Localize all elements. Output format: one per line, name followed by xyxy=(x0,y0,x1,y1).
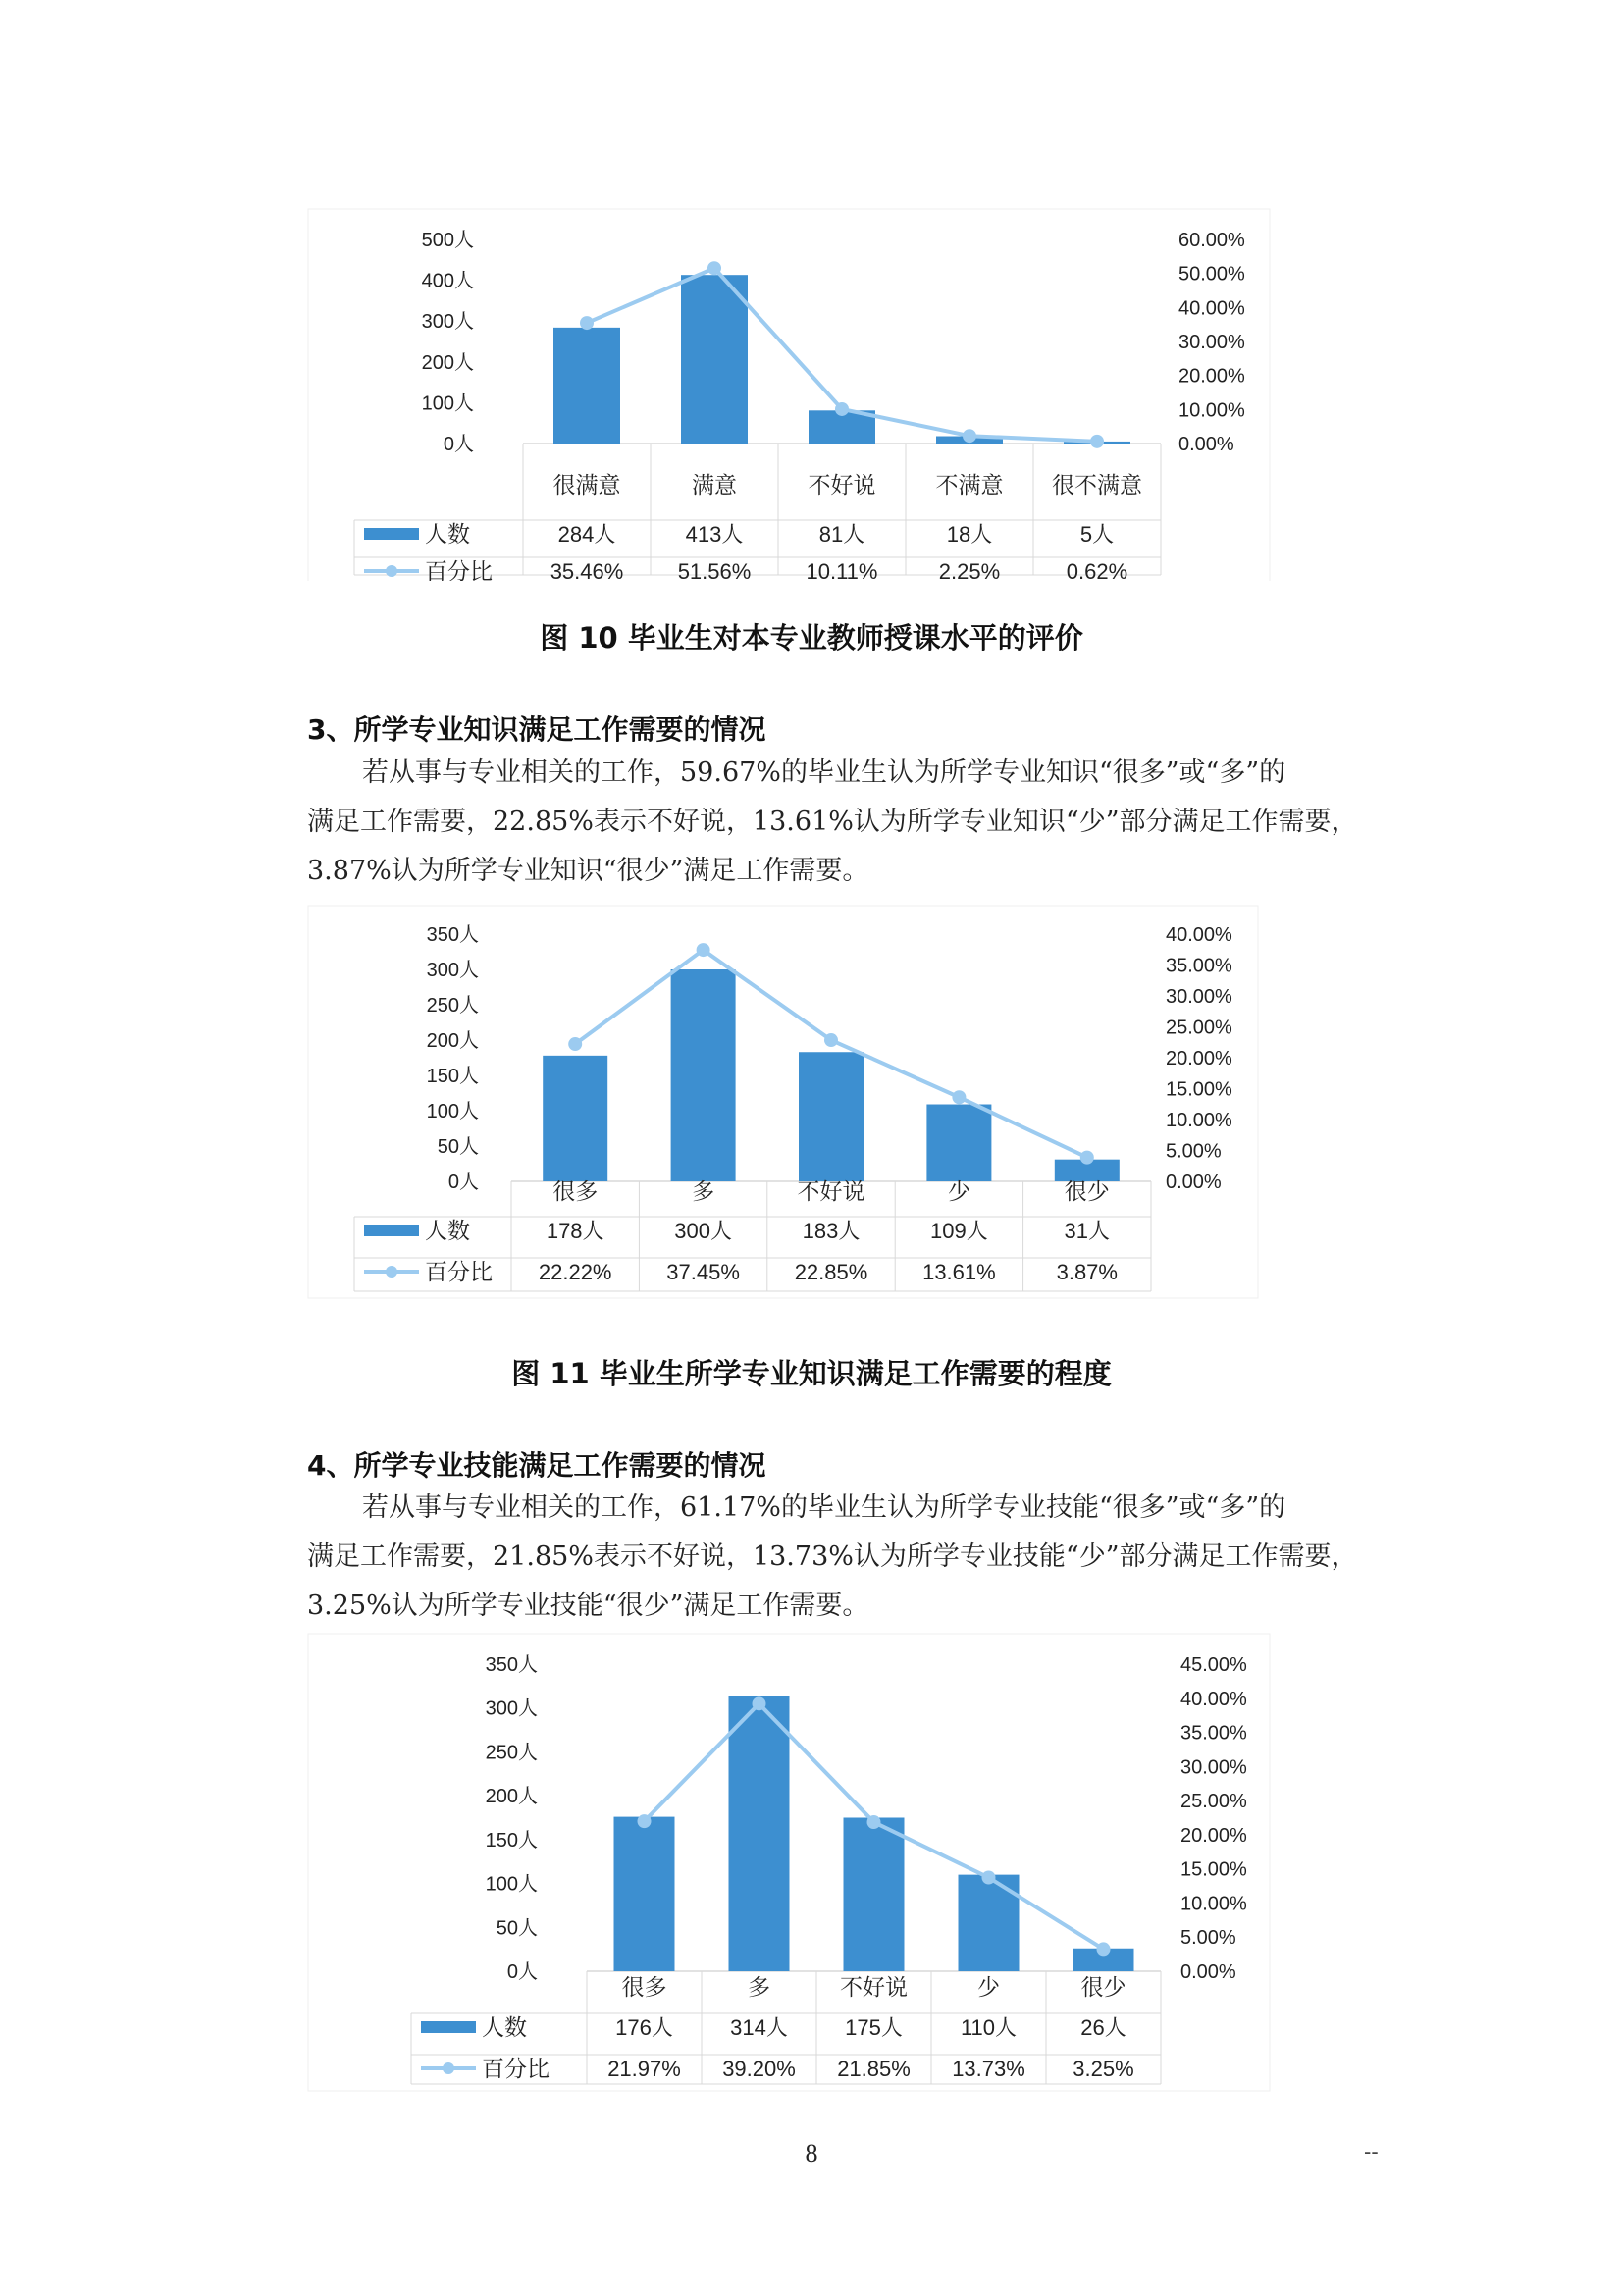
legend-count-label: 人数 xyxy=(425,1218,470,1243)
left-axis-tick-label: 50人 xyxy=(496,1917,538,1940)
category-label: 很少 xyxy=(1064,1178,1110,1204)
percent-data-label: 3.87% xyxy=(1056,1260,1118,1284)
right-axis-tick-label: 35.00% xyxy=(1166,955,1232,977)
paragraph-line: 3.87%认为所学专业知识“很少”满足工作需要。 xyxy=(307,856,869,886)
right-axis-tick-label: 25.00% xyxy=(1166,1017,1232,1039)
percentage-point-少 xyxy=(952,1090,966,1104)
bar-很多 xyxy=(614,1817,675,1971)
right-axis-tick-label: 0.00% xyxy=(1180,1961,1236,1983)
percent-data-label: 3.25% xyxy=(1073,2057,1134,2081)
left-axis-tick-label: 500人 xyxy=(421,230,474,251)
left-axis-tick-label: 100人 xyxy=(426,1101,479,1122)
bar-多 xyxy=(729,1696,790,1971)
section-3-heading: 3、所学专业知识满足工作需要的情况 xyxy=(307,713,766,746)
left-axis-tick-label: 300人 xyxy=(421,311,474,334)
right-axis-tick-label: 20.00% xyxy=(1178,365,1245,388)
percent-data-label: 35.46% xyxy=(550,559,624,581)
right-axis-tick-label: 35.00% xyxy=(1180,1722,1247,1745)
percentage-point-很少 xyxy=(1080,1151,1094,1165)
category-label: 少 xyxy=(947,1178,970,1204)
count-data-label: 413人 xyxy=(685,522,744,547)
paragraph-line: 3.25%认为所学专业技能“很少”满足工作需要。 xyxy=(307,1591,869,1621)
count-data-label: 183人 xyxy=(802,1219,861,1243)
percent-data-label: 21.85% xyxy=(837,2057,911,2081)
left-axis-tick-label: 100人 xyxy=(421,392,474,415)
count-data-label: 175人 xyxy=(845,2015,903,2040)
count-data-label: 109人 xyxy=(930,1219,988,1243)
left-axis-tick-label: 0人 xyxy=(506,1961,538,1983)
left-axis-tick-label: 150人 xyxy=(426,1066,479,1087)
category-label: 多 xyxy=(748,1974,770,2000)
right-axis-tick-label: 15.00% xyxy=(1166,1078,1232,1101)
count-data-label: 176人 xyxy=(615,2015,673,2040)
chart-teaching-evaluation-svg xyxy=(307,208,1271,581)
category-label: 不好说 xyxy=(797,1178,865,1204)
count-data-label: 26人 xyxy=(1080,2015,1126,2040)
right-axis-tick-label: 60.00% xyxy=(1178,230,1245,251)
percent-data-label: 51.56% xyxy=(677,559,752,581)
percent-data-label: 37.45% xyxy=(666,1260,740,1284)
legend-count-label: 人数 xyxy=(482,2014,527,2040)
legend-percent-label: 百分比 xyxy=(425,558,493,581)
right-axis-tick-label: 30.00% xyxy=(1166,986,1232,1008)
category-label: 很不满意 xyxy=(1052,472,1142,497)
category-label: 多 xyxy=(692,1178,715,1204)
left-axis-tick-label: 350人 xyxy=(485,1654,538,1676)
percentage-point-满意 xyxy=(707,261,721,275)
percent-data-label: 22.22% xyxy=(538,1260,612,1284)
count-data-label: 110人 xyxy=(960,2015,1018,2040)
percent-data-label: 22.85% xyxy=(794,1260,868,1284)
percent-data-label: 13.61% xyxy=(922,1260,996,1284)
right-axis-tick-label: 20.00% xyxy=(1166,1048,1232,1070)
percent-data-label: 13.73% xyxy=(952,2057,1025,2081)
bar-多 xyxy=(671,969,736,1181)
right-axis-tick-label: 15.00% xyxy=(1180,1858,1247,1881)
chart-knowledge-satisfaction xyxy=(307,905,1259,1313)
percentage-point-很少 xyxy=(1097,1942,1111,1956)
count-data-label: 300人 xyxy=(674,1219,732,1243)
section-3-paragraph xyxy=(307,749,1377,896)
legend-line-marker xyxy=(443,2062,454,2074)
left-axis-tick-label: 50人 xyxy=(437,1136,479,1158)
bar-很满意 xyxy=(553,328,620,444)
bar-少 xyxy=(926,1105,991,1181)
right-axis-tick-label: 40.00% xyxy=(1166,924,1232,946)
figure-11-caption: 图 11 毕业生所学专业知识满足工作需要的程度 xyxy=(511,1357,1112,1390)
right-axis-tick-label: 20.00% xyxy=(1180,1824,1247,1847)
percentage-point-很满意 xyxy=(580,316,594,330)
chart-skill-satisfaction xyxy=(307,1633,1271,2100)
paragraph-line: 若从事与专业相关的工作，59.67%的毕业生认为所学专业知识“很多”或“多”的 xyxy=(362,757,1286,788)
paragraph-line: 满足工作需要，21.85%表示不好说，13.73%认为所学专业技能“少”部分满足工作需要， xyxy=(307,1541,1358,1572)
paragraph-line: 若从事与专业相关的工作，61.17%的毕业生认为所学专业技能“很多”或“多”的 xyxy=(362,1492,1286,1523)
right-axis-tick-label: 10.00% xyxy=(1166,1110,1232,1131)
count-data-label: 81人 xyxy=(818,522,865,547)
chart-knowledge-satisfaction-svg xyxy=(307,905,1259,1313)
category-label: 不好说 xyxy=(808,472,876,497)
percent-data-label: 10.11% xyxy=(806,559,878,581)
right-axis-tick-label: 0.00% xyxy=(1166,1172,1222,1193)
count-data-label: 5人 xyxy=(1079,522,1115,547)
right-axis-tick-label: 45.00% xyxy=(1180,1654,1247,1676)
legend-percent-label: 百分比 xyxy=(425,1259,493,1284)
count-data-label: 31人 xyxy=(1064,1219,1111,1243)
bar-不好说 xyxy=(844,1818,905,1972)
percent-data-label: 2.25% xyxy=(938,559,1001,581)
percentage-point-很多 xyxy=(638,1814,652,1828)
right-axis-tick-label: 5.00% xyxy=(1180,1927,1236,1950)
left-axis-tick-label: 100人 xyxy=(485,1873,538,1896)
left-axis-tick-label: 250人 xyxy=(426,995,479,1017)
bar-不好说 xyxy=(799,1052,864,1181)
right-axis-tick-label: 50.00% xyxy=(1178,263,1245,286)
section-4-heading: 4、所学专业技能满足工作需要的情况 xyxy=(307,1449,766,1482)
page-number: 8 xyxy=(805,2139,818,2167)
left-axis-tick-label: 300人 xyxy=(485,1697,538,1720)
right-axis-tick-label: 10.00% xyxy=(1178,399,1245,422)
count-data-label: 314人 xyxy=(730,2015,788,2040)
count-data-label: 178人 xyxy=(546,1219,604,1243)
category-label: 很少 xyxy=(1080,1974,1126,2000)
right-axis-tick-label: 10.00% xyxy=(1180,1893,1247,1915)
category-label: 满意 xyxy=(692,472,737,497)
right-axis-tick-label: 5.00% xyxy=(1166,1140,1222,1163)
percentage-point-多 xyxy=(753,1696,766,1710)
figure-10-caption: 图 10 毕业生对本专业教师授课水平的评价 xyxy=(540,621,1083,654)
left-axis-tick-label: 250人 xyxy=(485,1742,538,1764)
legend-count-label: 人数 xyxy=(425,521,470,547)
percentage-point-不好说 xyxy=(867,1815,881,1829)
right-axis-tick-label: 0.00% xyxy=(1178,434,1234,455)
legend-line-marker xyxy=(386,565,397,577)
category-label: 少 xyxy=(977,1974,1000,2000)
legend-bar-key xyxy=(421,2021,476,2033)
category-label: 不好说 xyxy=(840,1974,908,2000)
right-axis-tick-label: 25.00% xyxy=(1180,1791,1247,1813)
category-label: 很多 xyxy=(552,1178,599,1204)
bar-满意 xyxy=(681,275,748,444)
left-axis-tick-label: 350人 xyxy=(426,924,479,946)
percent-data-label: 0.62% xyxy=(1066,559,1128,581)
percentage-point-不好说 xyxy=(824,1033,838,1047)
legend-bar-key xyxy=(364,1225,419,1236)
left-axis-tick-label: 0人 xyxy=(447,1172,479,1193)
legend-bar-key xyxy=(364,528,419,540)
legend-line-marker xyxy=(386,1266,397,1278)
right-axis-tick-label: 30.00% xyxy=(1180,1756,1247,1779)
bar-很多 xyxy=(543,1056,607,1181)
right-axis-tick-label: 30.00% xyxy=(1178,332,1245,353)
left-axis-tick-label: 300人 xyxy=(426,960,479,981)
percentage-point-多 xyxy=(697,943,710,957)
left-axis-tick-label: 200人 xyxy=(426,1030,479,1052)
count-data-label: 284人 xyxy=(557,522,616,547)
percentage-point-少 xyxy=(982,1871,996,1885)
right-axis-tick-label: 40.00% xyxy=(1178,297,1245,320)
percentage-point-很不满意 xyxy=(1090,435,1104,448)
percent-data-label: 21.97% xyxy=(607,2057,681,2081)
percentage-point-不好说 xyxy=(835,402,849,416)
corner-mark: -- xyxy=(1364,2139,1379,2164)
section-4-paragraph xyxy=(307,1484,1377,1631)
left-axis-tick-label: 400人 xyxy=(421,270,474,292)
data-table xyxy=(354,444,1161,575)
chart-skill-satisfaction-svg xyxy=(307,1633,1271,2100)
category-label: 不满意 xyxy=(935,472,1004,497)
percentage-point-不满意 xyxy=(963,429,976,443)
left-axis-tick-label: 200人 xyxy=(421,351,474,374)
legend-percent-label: 百分比 xyxy=(482,2056,550,2081)
paragraph-line: 满足工作需要，22.85%表示不好说，13.61%认为所学专业知识“少”部分满足工作需要， xyxy=(307,807,1358,837)
chart-teaching-evaluation xyxy=(307,208,1271,581)
category-label: 很满意 xyxy=(552,472,621,497)
left-axis-tick-label: 200人 xyxy=(485,1786,538,1808)
right-axis-tick-label: 40.00% xyxy=(1180,1688,1247,1710)
percentage-point-很多 xyxy=(568,1037,582,1051)
count-data-label: 18人 xyxy=(946,522,993,547)
left-axis-tick-label: 150人 xyxy=(485,1829,538,1852)
category-label: 很多 xyxy=(621,1974,667,2000)
percent-data-label: 39.20% xyxy=(722,2057,796,2081)
left-axis-tick-label: 0人 xyxy=(443,434,474,455)
